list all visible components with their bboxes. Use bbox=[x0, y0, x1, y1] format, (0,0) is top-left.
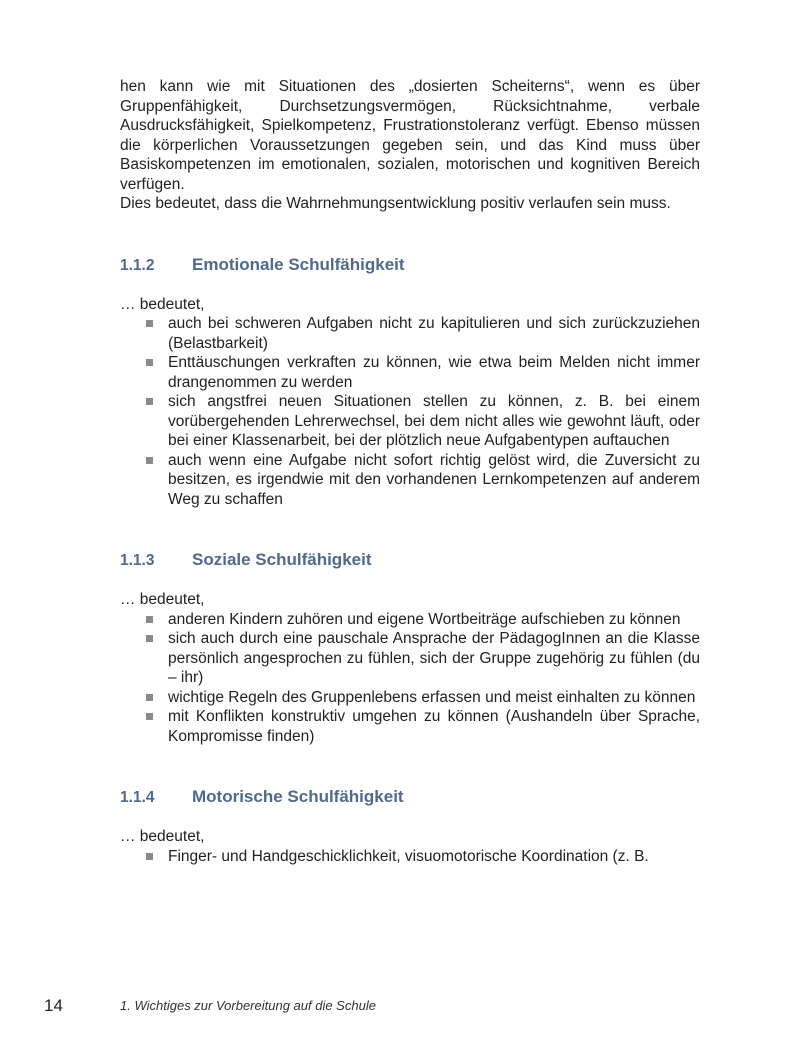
section-number: 1.1.3 bbox=[120, 552, 155, 569]
square-bullet-icon bbox=[146, 853, 153, 860]
section-title: Motorische Schulfähigkeit bbox=[192, 787, 404, 806]
section-title: Emotionale Schulfähigkeit bbox=[192, 254, 405, 274]
list-item bbox=[168, 314, 700, 353]
square-bullet-icon bbox=[146, 713, 153, 720]
list-item bbox=[168, 847, 700, 867]
section-1-1-3 bbox=[120, 549, 700, 746]
section-lead: … bedeutet, bbox=[120, 295, 205, 313]
section-lead: … bedeutet, bbox=[120, 591, 205, 608]
list-item-text: auch bei schweren Aufgaben nicht zu kapitulieren und sich zurückzuziehen (Belastbarkeit) bbox=[168, 315, 700, 352]
list-item-text: anderen Kindern zuhören und eigene Wortbeiträge aufschieben zu können bbox=[168, 610, 681, 628]
list-item bbox=[168, 688, 700, 708]
section-1-1-4 bbox=[120, 786, 700, 866]
section-number: 1.1.2 bbox=[120, 256, 155, 274]
section-title: Soziale Schulfähigkeit bbox=[192, 550, 372, 569]
list-item bbox=[168, 392, 700, 451]
list-item-text: Finger- und Handgeschicklichkeit, visuomotorische Koordination (z. B. bbox=[168, 847, 649, 865]
square-bullet-icon bbox=[146, 457, 153, 464]
section-heading bbox=[120, 549, 700, 572]
page-number: 14 bbox=[44, 996, 63, 1015]
list-item-text: wichtige Regeln des Gruppenlebens erfassen und meist einhalten zu können bbox=[168, 688, 696, 706]
page-footer bbox=[0, 996, 800, 1016]
list-item bbox=[168, 451, 700, 510]
square-bullet-icon bbox=[146, 320, 153, 327]
square-bullet-icon bbox=[146, 635, 153, 642]
section-heading bbox=[120, 786, 700, 809]
section-lead: … bedeutet, bbox=[120, 828, 205, 845]
section-number: 1.1.4 bbox=[120, 789, 155, 806]
square-bullet-icon bbox=[146, 694, 153, 701]
square-bullet-icon bbox=[146, 359, 153, 366]
section-heading bbox=[120, 254, 700, 277]
bullet-list bbox=[120, 847, 700, 867]
section-1-1-2 bbox=[120, 254, 700, 510]
list-item-text: Enttäuschungen verkraften zu können, wie etwa beim Melden nicht immer drangenommen zu werden bbox=[168, 354, 700, 391]
bullet-list bbox=[120, 610, 700, 747]
list-item bbox=[168, 629, 700, 688]
list-item-text: auch wenn eine Aufgabe nicht sofort richtig gelöst wird, die Zuversicht zu besitzen, es irgendwie mit den vorhandenen Lernkompetenzen auf anderem Weg zu schaffen bbox=[168, 451, 700, 508]
list-item-text: sich auch durch eine pauschale Ansprache der PädagogInnen an die Klasse persönlich angesprochen zu fühlen, sich der Gruppe zugehörig zu fühlen (du – ihr) bbox=[168, 630, 700, 686]
square-bullet-icon bbox=[146, 398, 153, 405]
list-item bbox=[168, 610, 700, 630]
list-item-text: sich angstfrei neuen Situationen stellen zu können, z. B. bei einem vorübergehenden Lehrerwechsel, bei dem nicht alles wie gewohnt läuft, oder bei einer Klassenarbeit, bei der plötzlich neue Aufgabentypen auftauchen bbox=[168, 393, 700, 449]
running-title: 1. Wichtiges zur Vorbereitung auf die Schule bbox=[120, 998, 376, 1013]
bullet-list bbox=[120, 314, 700, 509]
square-bullet-icon bbox=[146, 616, 153, 623]
intro-paragraph: hen kann wie mit Situationen des „dosierten Scheiterns“, wenn es über Gruppenfähigkeit, Durchsetzungsvermögen, Rücksichtnahme, verbale Ausdrucksfähigkeit, Spielkompetenz, Frustrationstoleranz verfügt. Ebenso müssen die körperlichen Voraussetzungen gegeben sein, und das Kind muss über Basiskompetenzen im emotionalen, sozialen, motorischen und kognitiven Bereich verfügen. bbox=[120, 78, 700, 193]
list-item-text: mit Konflikten konstruktiv umgehen zu können (Aushandeln über Sprache, Kompromisse finden) bbox=[168, 708, 700, 745]
intro-paragraph-2: Dies bedeutet, dass die Wahrnehmungsentwicklung positiv verlaufen sein muss. bbox=[120, 195, 671, 212]
list-item bbox=[168, 707, 700, 746]
page-content bbox=[120, 77, 700, 866]
list-item bbox=[168, 353, 700, 392]
